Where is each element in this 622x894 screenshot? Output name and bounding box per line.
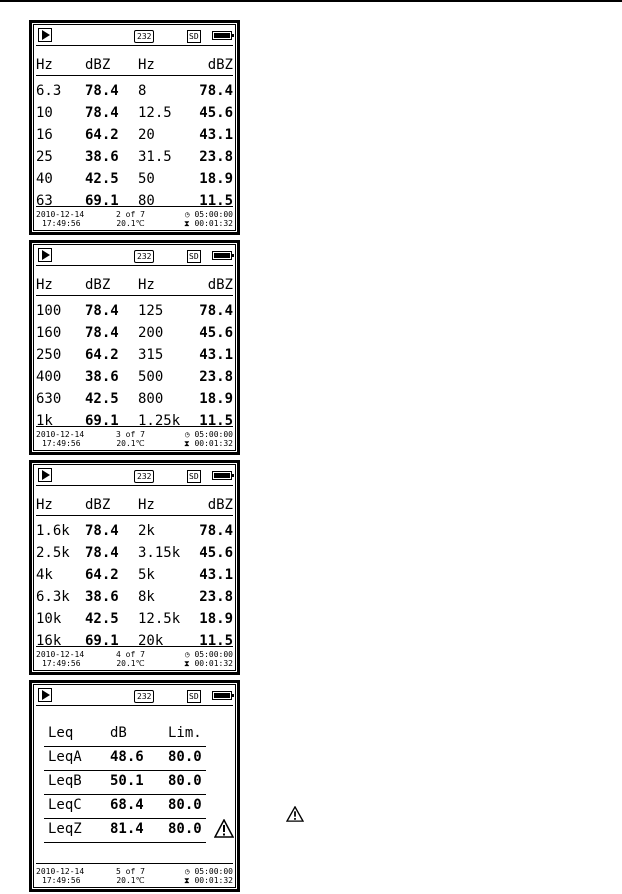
table-row: 40 42.5 50 18.9 (36, 171, 233, 187)
table-row: 6.3k 38.6 8k 23.8 (36, 589, 233, 605)
battery-icon (212, 691, 232, 700)
table-row: 100 78.4 125 78.4 (36, 303, 233, 319)
warning-icon (286, 806, 304, 822)
battery-icon (212, 31, 232, 40)
battery-icon (212, 471, 232, 480)
page-indicator: 3 of 7 20.1℃ (116, 430, 145, 448)
timers: ◷ 05:00:00 ⧗ 00:01:32 (184, 867, 233, 885)
battery-icon (212, 251, 232, 260)
play-icon (38, 688, 52, 702)
play-icon (38, 28, 52, 42)
date-time: 2010-12-14 17:49:56 (36, 430, 85, 448)
clock-icon: ◷ (184, 650, 190, 659)
play-icon (38, 248, 52, 262)
rs232-icon: 232 (134, 250, 154, 263)
page-indicator: 4 of 7 20.1℃ (116, 650, 145, 668)
hourglass-icon: ⧗ (184, 876, 190, 885)
table-row: 4k 64.2 5k 43.1 (36, 567, 233, 583)
warning-icon (214, 819, 234, 839)
sd-card-icon: SD (189, 692, 199, 701)
table-row: 250 64.2 315 43.1 (36, 347, 233, 363)
header-dbz: dBZ (207, 57, 233, 73)
table-row: 400 38.6 500 23.8 (36, 369, 233, 385)
clock-icon: ◷ (184, 430, 190, 439)
table-row: 16 64.2 20 43.1 (36, 127, 233, 143)
table-row: LeqA 48.6 80.0 (44, 747, 206, 771)
sd-card-icon: SD (189, 472, 199, 481)
meter-screen-page-3 (29, 240, 240, 455)
hourglass-icon: ⧗ (184, 439, 190, 448)
hourglass-icon: ⧗ (184, 219, 190, 228)
status-bar (36, 247, 233, 266)
sd-card-icon: SD (189, 252, 199, 261)
footer-bar (36, 426, 233, 449)
hourglass-icon: ⧗ (184, 659, 190, 668)
date-time: 2010-12-14 17:49:56 (36, 867, 85, 885)
clock-icon: ◷ (184, 210, 190, 219)
play-icon (38, 468, 52, 482)
footer-bar (36, 206, 233, 229)
timers: ◷ 05:00:00 ⧗ 00:01:32 (184, 210, 233, 228)
meter-screen-page-2 (29, 20, 240, 235)
table-row: 1.6k 78.4 2k 78.4 (36, 523, 233, 539)
table-row: 16k 69.1 20k 11.5 (36, 633, 233, 649)
meter-screen-page-4 (29, 460, 240, 675)
status-bar (36, 27, 233, 46)
rs232-icon: 232 (134, 30, 154, 43)
date-time: 2010-12-14 17:49:56 (36, 650, 85, 668)
meter-screen-page-5 (29, 680, 240, 892)
table-row: 630 42.5 800 18.9 (36, 391, 233, 407)
date-time: 2010-12-14 17:49:56 (36, 210, 85, 228)
table-row: 2.5k 78.4 3.15k 45.6 (36, 545, 233, 561)
table-row: 63 69.1 80 11.5 (36, 193, 233, 209)
table-header (36, 57, 233, 76)
status-bar (36, 687, 233, 706)
footer-bar (36, 646, 233, 669)
rs232-icon: 232 (134, 470, 154, 483)
sd-card-icon: SD (189, 32, 199, 41)
table-row: 10k 42.5 12.5k 18.9 (36, 611, 233, 627)
header-hz: Hz (36, 57, 53, 73)
header-hz: Hz (138, 57, 155, 73)
top-rule (0, 0, 622, 2)
status-bar (36, 467, 233, 486)
table-row: 10 78.4 12.5 45.6 (36, 105, 233, 121)
table-row: 160 78.4 200 45.6 (36, 325, 233, 341)
spectrum-table (36, 521, 233, 653)
page-indicator: 2 of 7 20.1℃ (116, 210, 145, 228)
table-row: 25 38.6 31.5 23.8 (36, 149, 233, 165)
table-row: 6.3 78.4 8 78.4 (36, 83, 233, 99)
table-row: LeqZ 81.4 80.0 (44, 819, 206, 843)
table-row: 1k 69.1 1.25k 11.5 (36, 413, 233, 429)
page-indicator: 5 of 7 20.1℃ (116, 867, 145, 885)
leq-table (44, 723, 233, 843)
timers: ◷ 05:00:00 ⧗ 00:01:32 (184, 650, 233, 668)
header-dbz: dBZ (85, 57, 111, 73)
spectrum-table (36, 81, 233, 213)
timers: ◷ 05:00:00 ⧗ 00:01:32 (184, 430, 233, 448)
table-header: Leq dB Lim. (44, 723, 206, 747)
table-row: LeqC 68.4 80.0 (44, 795, 206, 819)
table-header: Hz dBZ Hz dBZ (36, 277, 233, 296)
table-header: Hz dBZ Hz dBZ (36, 497, 233, 516)
footer-bar (36, 863, 233, 886)
clock-icon: ◷ (184, 867, 190, 876)
rs232-icon: 232 (134, 690, 154, 703)
table-row: LeqB 50.1 80.0 (44, 771, 206, 795)
spectrum-table (36, 301, 233, 433)
